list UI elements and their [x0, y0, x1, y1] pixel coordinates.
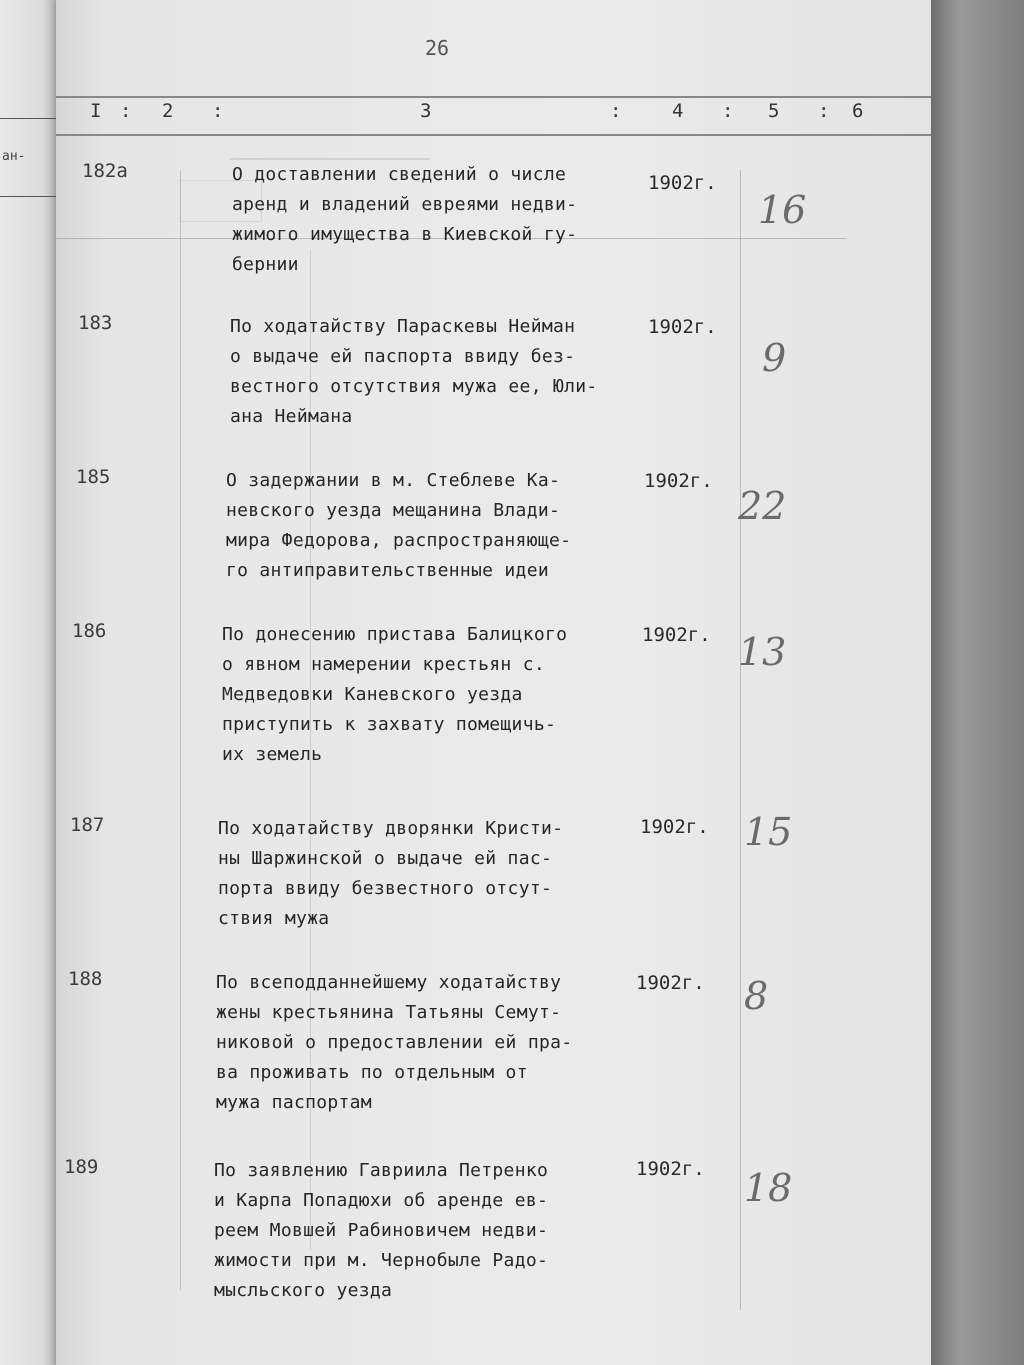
- entry-number: 182а: [82, 160, 128, 182]
- left-sheet-fragment: ан-: [2, 149, 26, 164]
- entry-description: [226, 466, 646, 586]
- column-header-band: [56, 96, 931, 136]
- sheet-count: 8: [744, 974, 769, 1018]
- entry-year: 1902г.: [640, 816, 709, 838]
- description-line: бернии: [232, 254, 299, 275]
- description-line: жены крестьянина Татьяны Семут-: [216, 1002, 562, 1023]
- left-sheet-rule: [0, 196, 60, 197]
- column-header: 3: [420, 100, 432, 122]
- description-line: По донесению пристава Балицкого: [222, 624, 568, 645]
- sheet-count: 16: [758, 188, 807, 232]
- left-sheet-rule: [0, 118, 60, 119]
- entry-number: 185: [76, 466, 111, 488]
- description-line: и Карпа Попадюхи об аренде ев-: [214, 1190, 549, 1211]
- column-separator: :: [120, 100, 132, 122]
- description-line: их земель: [222, 744, 323, 765]
- description-line: По ходатайству дворянки Кристи-: [218, 818, 564, 839]
- description-line: ствия мужа: [218, 908, 330, 929]
- entry-year: 1902г.: [648, 316, 717, 338]
- entry-number: 188: [68, 968, 103, 990]
- column-separator: :: [818, 100, 830, 122]
- description-line: О задержании в м. Стеблеве Ка-: [226, 470, 561, 491]
- entry-description: [232, 160, 652, 280]
- column-rule: [740, 170, 741, 1310]
- bleed-through-mark: [230, 146, 430, 160]
- entry-number: 183: [78, 312, 113, 334]
- sheet-count: 9: [762, 336, 787, 380]
- entry-year: 1902г.: [642, 624, 711, 646]
- column-header: 4: [672, 100, 684, 122]
- description-line: ны Шаржинской о выдаче ей пас-: [218, 848, 553, 869]
- column-header: 5: [768, 100, 780, 122]
- entry-description: [214, 1156, 634, 1306]
- description-line: приступить к захвату помещичь-: [222, 714, 557, 735]
- description-line: ва проживать по отдельным от: [216, 1062, 528, 1083]
- entry-year: 1902г.: [648, 172, 717, 194]
- description-line: По заявлению Гавриила Петренко: [214, 1160, 549, 1181]
- entry-year: 1902г.: [636, 972, 705, 994]
- column-separator: :: [722, 100, 734, 122]
- entry-description: [218, 814, 638, 934]
- description-line: мира Федорова, распространяюще-: [226, 530, 572, 551]
- entry-number: 186: [72, 620, 107, 642]
- adjacent-sheet-edge: [0, 0, 62, 1365]
- entry-number: 187: [70, 814, 105, 836]
- description-line: никовой о предоставлении ей пра-: [216, 1032, 573, 1053]
- description-line: мужа паспортам: [216, 1092, 372, 1113]
- column-separator: :: [212, 100, 224, 122]
- description-line: невского уезда мещанина Влади-: [226, 500, 561, 521]
- entry-description: [222, 620, 642, 770]
- description-line: аренд и владений евреями недви-: [232, 194, 578, 215]
- column-header: 6: [852, 100, 864, 122]
- description-line: О доставлении сведений о числе: [232, 164, 567, 185]
- column-header: 2: [162, 100, 174, 122]
- description-line: жимого имущества в Киевской гу-: [232, 224, 578, 245]
- description-line: о выдаче ей паспорта ввиду без-: [230, 346, 576, 367]
- sheet-count: 15: [744, 810, 793, 854]
- description-line: мысльского уезда: [214, 1280, 393, 1301]
- entry-year: 1902г.: [636, 1158, 705, 1180]
- description-line: Медведовки Каневского уезда: [222, 684, 523, 705]
- column-rule: [180, 170, 181, 1290]
- entry-description: [216, 968, 636, 1118]
- description-line: го антиправительственные идеи: [226, 560, 549, 581]
- sheet-count: 13: [738, 630, 787, 674]
- sheet-count: 22: [738, 484, 787, 528]
- page-number: 26: [425, 36, 450, 60]
- description-line: По всеподданнейшему ходатайству: [216, 972, 562, 993]
- description-line: порта ввиду безвестного отсут-: [218, 878, 553, 899]
- column-header: I: [90, 100, 102, 122]
- binder-edge: [931, 0, 1024, 1365]
- entry-year: 1902г.: [644, 470, 713, 492]
- column-separator: :: [610, 100, 622, 122]
- description-line: о явном намерении крестьян с.: [222, 654, 545, 675]
- description-line: По ходатайству Параскевы Нейман: [230, 316, 576, 337]
- description-line: вестного отсутствия мужа ее, Юли-: [230, 376, 598, 397]
- entry-number: 189: [64, 1156, 99, 1178]
- description-line: жимости при м. Чернобыле Радо-: [214, 1250, 549, 1271]
- sheet-count: 18: [744, 1166, 793, 1210]
- description-line: реем Мовшей Рабиновичем недви-: [214, 1220, 549, 1241]
- description-line: ана Неймана: [230, 406, 353, 427]
- entry-description: [230, 312, 650, 432]
